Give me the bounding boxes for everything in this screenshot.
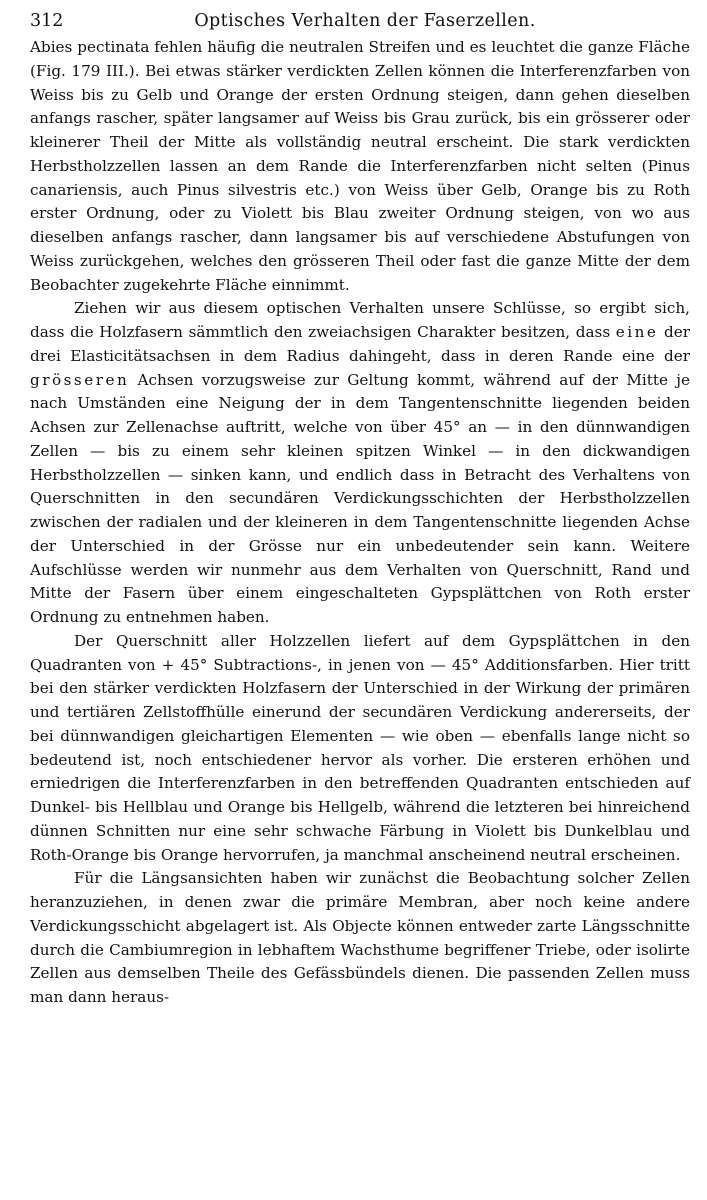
text-segment: Der Querschnitt aller Holzzellen liefert auf dem Gypsplättchen in den Quadranten von + 45° Subtractions-, in jenen von — 45° Additionsfarben. Hier tritt bei den stärker verdickten Holzfasern der Unterschied in der Wirkung der primären und tertiären Zellstoffhülle einerund der secundären Verdickung andererseits, der bei dünnwandigen gleichartigen Elementen — wie oben — ebenfalls lange nicht so bedeutend ist, noch entschiedener hervor als vorher. Die ersteren erhöhen und erniedrigen die Interferenzfarben in den betreffenden Quadranten entschieden auf Dunkel- bis Hellblau und Orange bis Hellgelb, während die letzteren bei hinreichend dünnen Schnitten nur eine sehr schwache Färbung in Violett bis Dunkelblau und Roth-Orange bis Orange hervorrufen, ja manchmal anscheinend neutral erscheinen. [30, 631, 690, 864]
emphasized-word-eine: eine [615, 323, 659, 341]
book-page [30, 6, 690, 1010]
emphasized-word-groesseren: grösseren [30, 370, 130, 389]
running-head [30, 6, 690, 36]
paragraph-4 [30, 867, 690, 1010]
page-number: 312 [30, 11, 64, 31]
paragraph-2 [30, 297, 690, 630]
running-title: Optisches Verhalten der Faserzellen. [194, 11, 536, 31]
text-segment: Achsen vorzugsweise zur Geltung kommt, während auf der Mitte je nach Umständen eine Neigung der in dem Tangentenschnitte liegenden beiden Achsen zur Zellenachse auftritt, welche von über 45° an — in den dünnwandigen Zellen — bis zu einem sehr kleinen spitzen Winkel — in den dickwandigen Herbstholzzellen — sinken kann, und endlich dass in Betracht des Verhaltens von Querschnitten in den secundären Verdickungsschichten der Herbstholzzellen zwischen der radialen und der kleineren in dem Tangentenschnitte liegenden Achse der Unterschied in der Grösse nur ein unbedeutender sein kann. Weitere Aufschlüsse werden wir nunmehr aus dem Verhalten von Querschnitt, Rand und Mitte der Fasern über einem eingeschalteten Gypsplättchen von Roth erster Ordnung zu entnehmen haben. [30, 370, 690, 626]
text-segment: Für die Längsansichten haben wir zunächst die Beobachtung solcher Zellen heranzuziehen, in denen zwar die primäre Membran, aber noch keine andere Verdickungsschicht abgelagert ist. Als Objecte können entweder zarte Längsschnitte durch die Cambiumregion in lebhaftem Wachsthume begriffener Triebe, oder isolirte Zellen aus demselben Theile des Gefässbündels dienen. Die passenden Zellen muss man dann heraus- [30, 869, 690, 1006]
text-segment: Ziehen wir aus diesem optischen Verhalten unsere Schlüsse, so ergibt sich, dass die Holzfasern sämmtlich den zweiachsigen Charakter besitzen, dass [30, 299, 690, 341]
paragraph-3 [30, 630, 690, 868]
text-segment: der drei Elasticitätsachsen in dem Radius dahingeht, dass in deren Rande eine der [30, 323, 690, 365]
paragraph-1 [30, 36, 690, 297]
text-segment: Abies pectinata fehlen häufig die neutralen Streifen und es leuchtet die ganze Fläche (Fig. 179 III.). Bei etwas stärker verdickten Zellen können die Interferenzfarben von Weiss bis zu Gelb und Orange der ersten Ordnung steigen, dann gehen dieselben anfangs rascher, später langsamer auf Weiss bis Grau zurück, bis ein grösserer oder kleinerer Theil der Mitte als vollständig neutral erscheint. Die stark verdickten Herbstholzzellen lassen an dem Rande die Interferenzfarben nicht selten (Pinus canariensis, auch Pinus silvestris etc.) von Weiss über Gelb, Orange bis zu Roth erster Ordnung, oder zu Violett bis Blau zweiter Ordnung steigen, von wo aus dieselben anfangs rascher, dann langsamer bis auf verschiedene Abstufungen von Weiss zurückgehen, welches den grösseren Theil oder fast die ganze Mitte der dem Beobachter zugekehrte Fläche einnimmt. [30, 38, 690, 294]
body-text [30, 36, 690, 1010]
